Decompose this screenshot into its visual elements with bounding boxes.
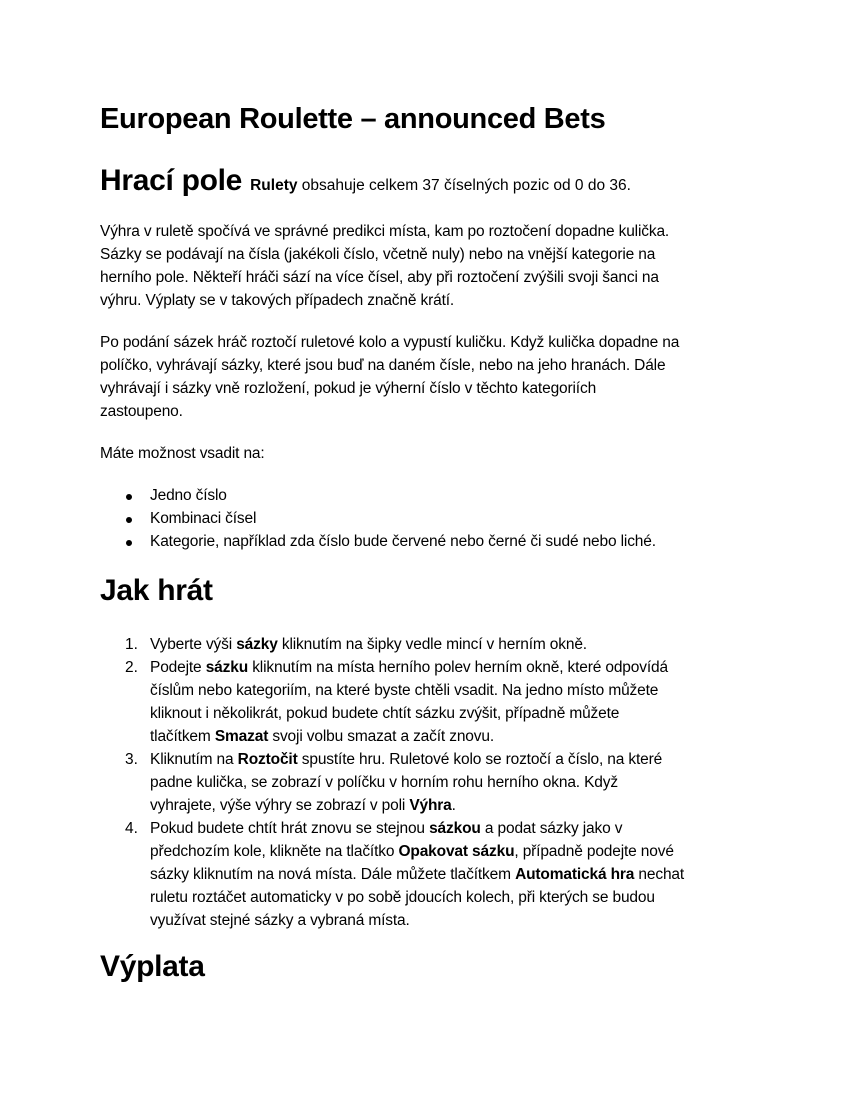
step-number: 4. [125,820,138,837]
section-heading-board-text: Hrací pole [100,164,243,197]
step-bold-term: Automatická hra [515,866,635,883]
section-heading-board [100,164,631,198]
step-text: svoji volbu smazat a začít znovu. [268,728,494,745]
step-line [150,749,662,771]
step-text: . [451,797,456,814]
step-text: číslům nebo kategoriím, na které byste chtěli vsadit. Na jedno místo můžete [150,682,659,699]
step-line [150,680,658,702]
list-item-text: Kategorie, například zda číslo bude červené nebo černé či sudé nebo liché. [150,533,656,550]
step-text: kliknutím na místa herního polev herním okně, které odpovídá [248,659,668,676]
paragraph-line: Sázky se podávají na čísla (jakékoli číslo, včetně nuly) nebo na vnější kategorie na [100,246,656,263]
step-line [150,772,618,794]
step-text: Vyberte výši [150,636,237,653]
step-line [150,795,456,817]
step-text: a podat sázky jako v [480,820,623,837]
step-text: nechat [634,866,685,883]
step-bold-term: Smazat [214,728,269,745]
step-line [150,887,655,909]
step-text: spustíte hru. Ruletové kolo se roztočí a číslo, na které [297,751,663,768]
list-item-text: Kombinaci čísel [150,510,257,527]
paragraph-line: zastoupeno. [100,403,183,420]
paragraph-line: výhru. Výplaty se v takových případech značně krátí. [100,292,455,309]
step-line [150,634,587,656]
step-line [150,818,622,840]
step-text: tlačítkem [150,728,215,745]
step-text: ruletu roztáčet automaticky v po sobě jdoucích kolech, při kterých se budou [150,889,655,906]
section-heading-howto: Jak hrát [100,574,213,607]
step-text: vyhrajete, výše výhry se zobrazí v poli [150,797,410,814]
paragraph-line: Po podání sázek hráč roztočí ruletové kolo a vypustí kuličku. Když kulička dopadne na [100,334,680,351]
section-heading-payout: Výplata [100,950,205,983]
document-title: European Roulette – announced Bets [100,103,606,135]
step-line [150,657,668,679]
bullet-icon [126,517,132,523]
inline-board-description: obsahuje celkem 37 číselných pozic od 0 do 36. [297,177,631,194]
paragraph-line: vyhrávají i sázky vně rozložení, pokud je výherní číslo v těchto kategoriích [100,380,597,397]
step-number: 2. [125,659,138,676]
step-line [150,864,684,886]
step-bold-term: Roztočit [237,751,298,768]
step-line [150,841,674,863]
inline-bold-rulety: Rulety [250,177,298,194]
step-number: 1. [125,636,138,653]
paragraph-line: herního pole. Někteří hráči sází na více čísel, aby při roztočení zvýšili svoji šanci na [100,269,659,286]
step-text: Pokud budete chtít hrát znovu se stejnou [150,820,430,837]
step-text: předchozím kole, klikněte na tlačítko [150,843,399,860]
list-item-text: Jedno číslo [150,487,227,504]
step-bold-term: sázku [205,659,249,676]
step-bold-term: sázky [236,636,278,653]
bullet-icon [126,494,132,500]
step-text: Podejte [150,659,206,676]
step-text: Kliknutím na [150,751,238,768]
bet-intro: Máte možnost vsadit na: [100,445,265,462]
step-number: 3. [125,751,138,768]
step-line [150,910,410,932]
step-text: padne kulička, se zobrazí v políčku v horním rohu herního okna. Když [150,774,618,791]
step-text: , případně podejte nové [514,843,674,860]
step-text: využívat stejné sázky a vybraná místa. [150,912,410,929]
step-line [150,703,619,725]
step-text: kliknutím na šipky vedle mincí v herním okně. [277,636,587,653]
paragraph-line: Výhra v ruletě spočívá ve správné predikci místa, kam po roztočení dopadne kulička. [100,223,670,240]
step-bold-term: Opakovat sázku [398,843,515,860]
step-bold-term: Výhra [409,797,452,814]
paragraph-line: políčko, vyhrávají sázky, které jsou buď na daném čísle, nebo na jeho hranách. Dále [100,357,666,374]
step-bold-term: sázkou [429,820,481,837]
step-text: sázky kliknutím na nová místa. Dále můžete tlačítkem [150,866,516,883]
step-text: kliknout i několikrát, pokud budete chtít sázku zvýšit, případně můžete [150,705,620,722]
bullet-icon [126,540,132,546]
step-line [150,726,494,748]
